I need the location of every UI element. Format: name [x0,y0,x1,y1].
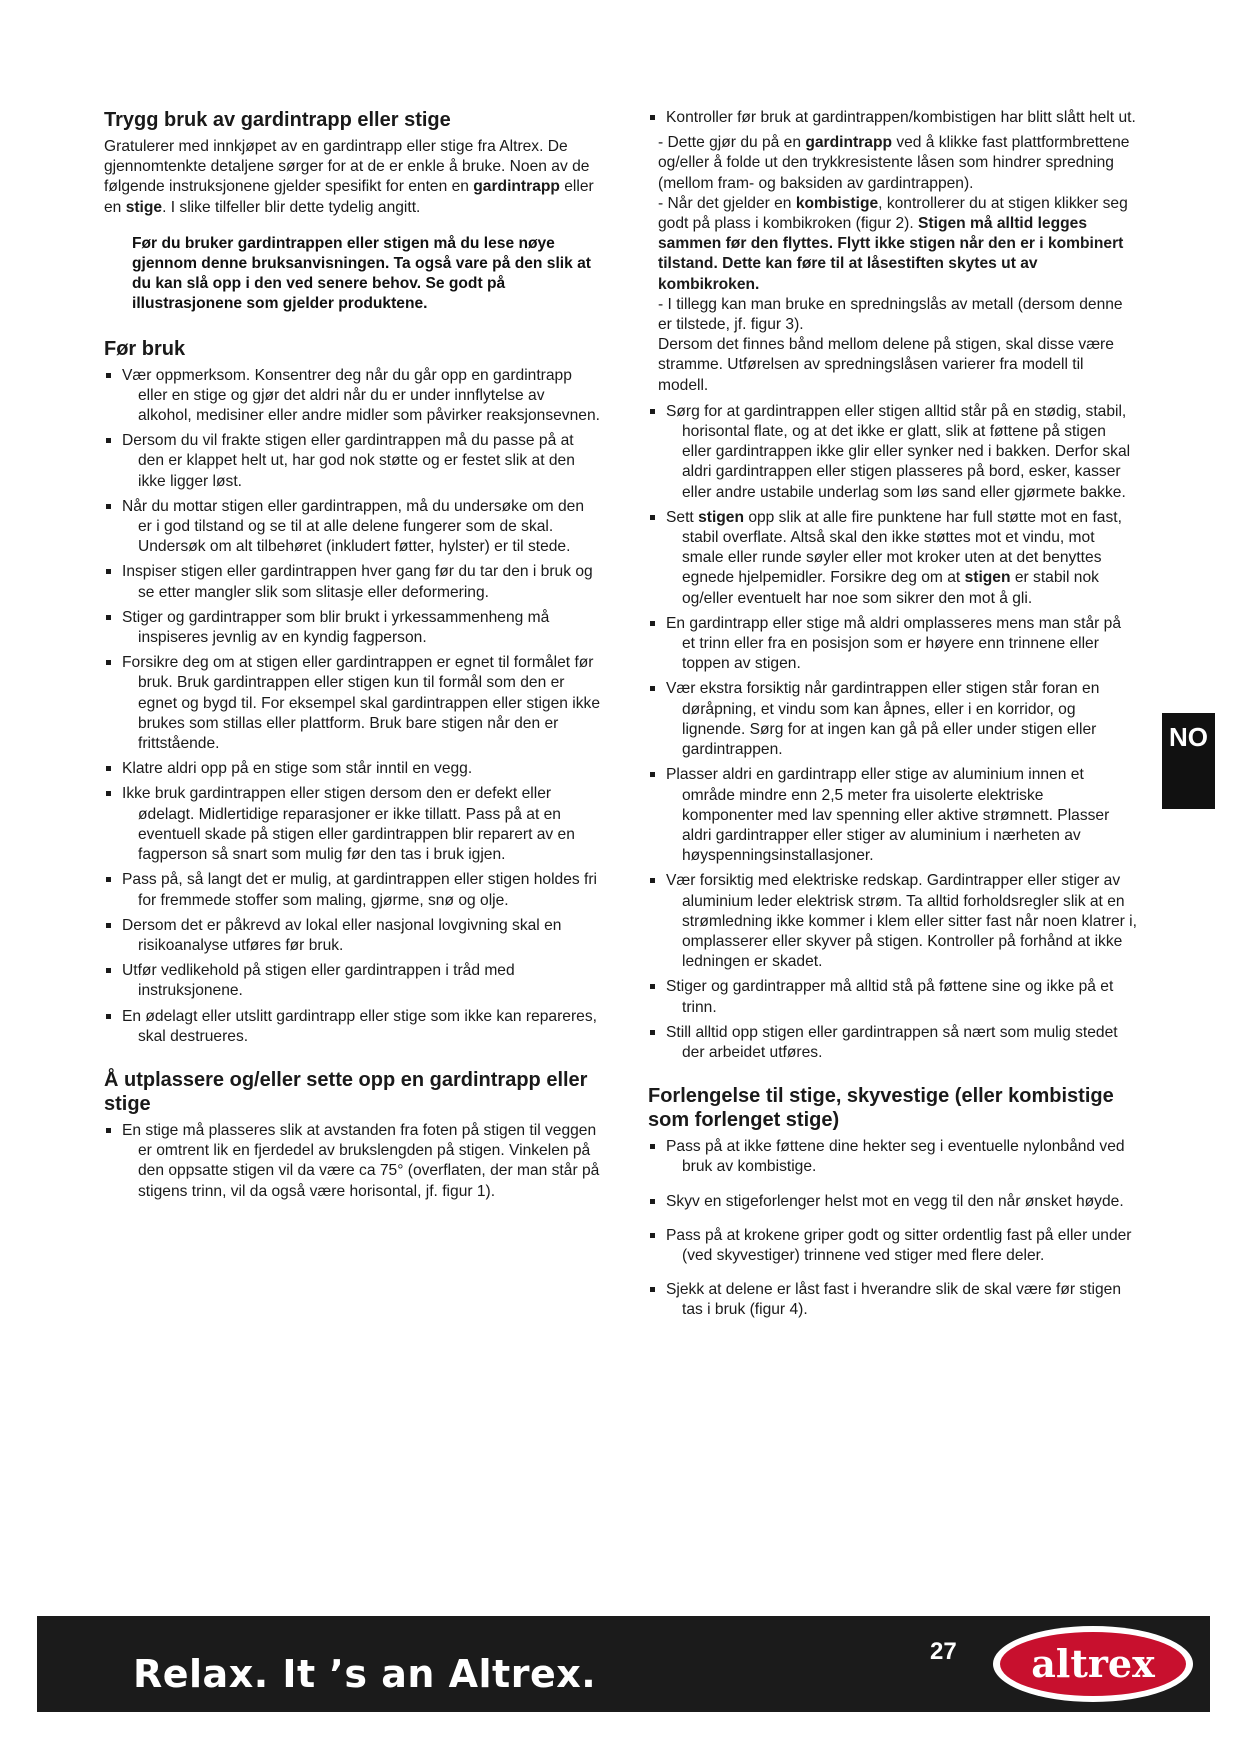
check-sub-1: - Dette gjør du på en gardintrapp ved å klikke fast plattformbrettene og/eller å folde ut den trykkresistente låsen som hindrer spredning (mellom fram- og baksiden av gardintrappen). [658,134,1130,192]
left-column [104,108,602,1207]
list-item: Skyv en stigeforlenger helst mot en vegg til den når ønsket høyde. [648,1192,1138,1212]
check-sub-3: - I tillegg kan man bruke en spredningslås av metall (dersom denne er tilstede, jf. figur 3). [658,295,1123,334]
list-item: Vær oppmerksom. Konsentrer deg når du går opp en gardintrapp eller en stige og gjør det aldri når du er under innflytelse av alkohol, medisiner eller andre midler som påvirker reaksjonsevnen. [104,366,602,427]
list-item: En stige må plasseres slik at avstanden fra foten på stigen til veggen er omtrent lik en fjerdedel av brukslengden på stigen. Vinkelen på den oppsatte stigen vil da være ca 75° (overflaten, der man står på stigens trinn, vil da også være horisontal, jf. figur 1). [104,1121,602,1202]
safety-list [648,402,1138,1063]
check-sub-2: - Når det gjelder en kombistige, kontrollerer du at stigen klikker seg godt på plass i kombikroken (figur 2). Stigen må alltid legges sammen før den flyttes. Flytt ikke stigen når den er i kombinert tilstand. Dette kan føre til at låsestiften skytes ut av kombikroken. [658,194,1128,293]
list-item: Dersom det er påkrevd av lokal eller nasjonal lovgivning skal en risikoanalyse utføres før bruk. [104,916,602,956]
footer-bar [37,1616,1210,1712]
warning-text: Før du bruker gardintrappen eller stigen må du lese nøye gjennom denne bruksanvisningen. Ta også vare på den slik at du kan slå opp i den ved senere behov. Se godt på illustrasjonene som gjelder produktene. [132,234,591,313]
right-column [648,108,1138,1326]
list-item: Kontroller før bruk at gardintrappen/kombistigen har blitt slått helt ut. [648,108,1138,128]
list-item: Sørg for at gardintrappen eller stigen alltid står på en stødig, stabil, horisontal flate, og at det ikke er glatt, slik at føttene på stigen eller gardintrappen ikke glir eller synker ned i bakken. Derfor skal aldri gardintrappen eller stigen plasseres på bord, esker, kasser eller andre ustabile underlag som løs sand eller gjørmete bakke. [648,402,1138,503]
list-item: Sett stigen opp slik at alle fire punktene har full støtte mot en fast, stabil overflate. Altså skal den ikke støttes mot et vindu, mot smale eller runde søyler eller mot kroker uten at det benyttes egnede hjelpemidler. Forsikre deg om at stigen er stabil nok og/eller eventuelt har noe som sikrer den mot å gli. [648,508,1138,609]
list-item: Pass på at krokene griper godt og sitter ordentlig fast på eller under (ved skyvestiger) trinnene ved stiger med flere deler. [648,1226,1138,1266]
list-item: En gardintrapp eller stige må aldri omplasseres mens man står på et trinn eller fra en posisjon som er høyere enn trinnene eller toppen av stigen. [648,614,1138,675]
list-item: Utfør vedlikehold på stigen eller gardintrappen i tråd med instruksjonene. [104,961,602,1001]
list-item: Klatre aldri opp på en stige som står inntil en vegg. [104,759,602,779]
setup-title: Å utplassere og/eller sette opp en gardintrapp eller stige [104,1068,588,1115]
intro-paragraph: Gratulerer med innkjøpet av en gardintrapp eller stige fra Altrex. De gjennomtenkte detaljene sørger for at de er enkle å bruke. Noen av de følgende instruksjonene gjelder spesifikt for enten en gardintrapp eller en stige. I slike tilfeller blir dette tydelig angitt. [104,138,594,216]
check-sub-4: Dersom det finnes bånd mellom delene på stigen, skal disse være stramme. Utførelsen av spredningslåsen varierer fra modell til modell. [658,336,1114,394]
footer-slogan: Relax. It ’s an Altrex. [133,1652,597,1696]
before-use-title: Før bruk [104,337,186,360]
page-number: 27 [930,1638,957,1665]
list-item: Når du mottar stigen eller gardintrappen, må du undersøke om den er i god tilstand og se til at alle delene fungerer som de skal. Undersøk om alt tilbehøret (inkludert føtter, hylster) er til stede. [104,497,602,558]
list-item: Stiger og gardintrapper som blir brukt i yrkessammenheng må inspiseres jevnlig av en kyndig fagperson. [104,608,602,648]
list-item: Plasser aldri en gardintrapp eller stige av aluminium innen et område mindre enn 2,5 meter fra uisolerte elektriske komponenter med lav spenning eller aktive strømnett. Plasser aldri gardintrapper eller stiger av aluminium i nærheten av høyspenningsinstallasjoner. [648,765,1138,866]
altrex-logo [989,1622,1197,1706]
setup-list [104,1121,602,1202]
extension-list [648,1137,1138,1320]
language-tab: NO [1162,713,1215,809]
list-item: Vær forsiktig med elektriske redskap. Gardintrapper eller stiger av aluminium leder elektrisk strøm. Ta alltid forholdsregler slik at en strømledning ikke kommer i klem eller sitter fast når noen klatrer i, omplasserer eller skyver på stigen. Kontroller på forhånd at ikke ledningen er skadet. [648,871,1138,972]
list-item: Stiger og gardintrapper må alltid stå på føttene sine og ikke på et trinn. [648,977,1138,1017]
intro-title: Trygg bruk av gardintrapp eller stige [104,109,451,131]
list-item: Inspiser stigen eller gardintrappen hver gang før du tar den i bruk og se etter mangler slik som slitasje eller deformering. [104,562,602,602]
list-item: Pass på at ikke føttene dine hekter seg i eventuelle nylonbånd ved bruk av kombistige. [648,1137,1138,1177]
list-item: Ikke bruk gardintrappen eller stigen dersom den er defekt eller ødelagt. Midlertidige reparasjoner er ikke tillatt. Pass på at en eventuell skade på stigen eller gardintrappen blir reparert av en fagperson så snart som mulig før den tas i bruk igjen. [104,784,602,865]
list-item: Still alltid opp stigen eller gardintrappen så nært som mulig stedet der arbeidet utføres. [648,1023,1138,1063]
before-use-list [104,366,602,1047]
logo-text: altrex [1031,1641,1155,1686]
extension-title: Forlengelse til stige, skyvestige (eller kombistige som forlenget stige) [648,1085,1114,1132]
list-item: Pass på, så langt det er mulig, at gardintrappen eller stigen holdes fri for fremmede stoffer som maling, gjørme, snø og olje. [104,870,602,910]
list-item: En ødelagt eller utslitt gardintrapp eller stige som ikke kan repareres, skal destrueres. [104,1007,602,1047]
check-list [648,108,1138,128]
list-item: Vær ekstra forsiktig når gardintrappen eller stigen står foran en døråpning, et vindu som kan åpnes, eller i en korridor, og lignende. Sørg for at ingen kan gå på eller under stigen eller gardintrappen. [648,679,1138,760]
list-item: Sjekk at delene er låst fast i hverandre slik de skal være før stigen tas i bruk (figur 4). [648,1280,1138,1320]
list-item: Dersom du vil frakte stigen eller gardintrappen må du passe på at den er klappet helt ut, har god nok støtte og er festet slik at den ikke ligger løst. [104,431,602,492]
check-details [658,133,1138,396]
list-item: Forsikre deg om at stigen eller gardintrappen er egnet til formålet før bruk. Bruk gardintrappen eller stigen kun til formål som den er egnet og bygd til. For eksempel skal gardintrappen eller stigen ikke brukes som stillas eller plattform. Bruk bare stigen når den er frittstående. [104,653,602,754]
